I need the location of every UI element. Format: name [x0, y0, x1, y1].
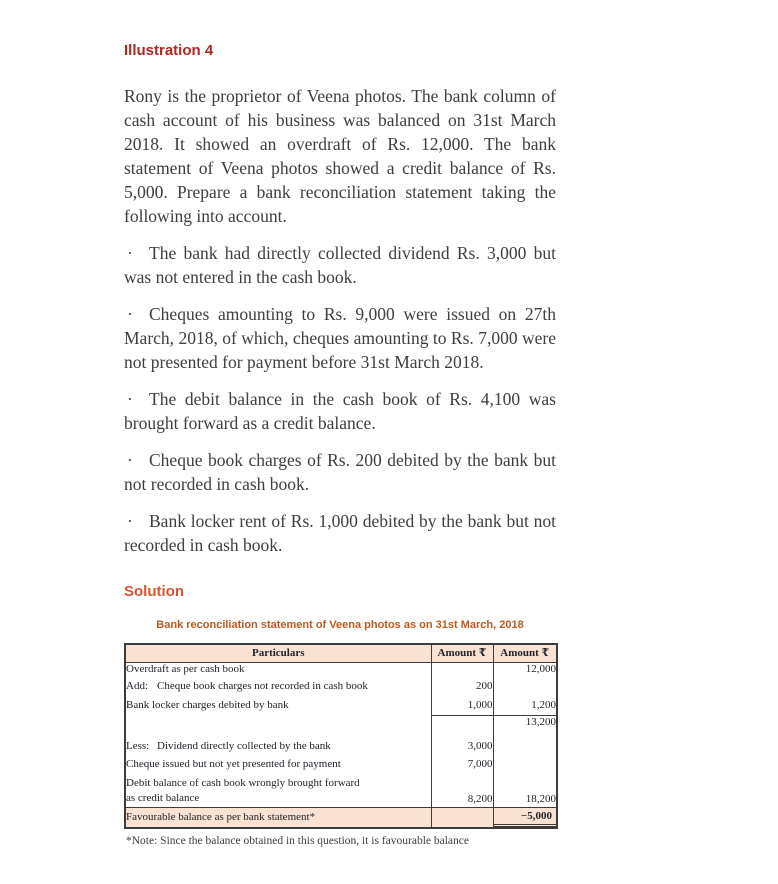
table-title: Bank reconciliation statement of Veena photos as on 31st March, 2018 — [156, 619, 524, 631]
particulars-text: as credit balance — [126, 791, 200, 804]
particulars-cell — [125, 808, 431, 829]
table-row — [125, 699, 557, 716]
illustration-heading: Illustration 4 — [124, 42, 214, 59]
amount2-cell: 1,200 — [493, 699, 557, 716]
bullet-marker: · — [127, 389, 133, 409]
intro-paragraph: Rony is the proprietor of Veena photos. The bank column of cash account of his business was balanced on 31st March 2018. It showed an overdraft of Rs. 12,000. The bank statement of Veena photos showed a credit balance of Rs. 5,000. Prepare a bank reconciliation statement taking the following into account. — [124, 86, 556, 226]
particulars-cell — [125, 716, 431, 731]
amount1-cell: 7,000 — [431, 758, 493, 777]
table-row — [125, 792, 557, 808]
amount2-cell: 13,200 — [493, 716, 557, 731]
bullet-text: Cheques amounting to Rs. 9,000 were issued on 27th March, 2018, of which, cheques amounting to Rs. 7,000 were not presented for payment before 31st March 2018. — [124, 304, 556, 372]
table-row — [125, 716, 557, 731]
particulars-text: Dividend directly collected by the bank — [157, 739, 331, 752]
amount2-cell — [493, 758, 557, 777]
result-row — [125, 808, 557, 829]
amount1-cell — [431, 663, 493, 680]
amount2-cell: 12,000 — [493, 663, 557, 680]
amount1-cell: 1,000 — [431, 699, 493, 716]
amount2-cell — [493, 777, 557, 792]
particulars-text: Overdraft as per cash book — [126, 663, 245, 675]
bullet-marker: · — [127, 243, 133, 263]
bullet-marker: · — [127, 304, 133, 324]
column-header-amount-2: Amount ₹ — [493, 644, 557, 663]
particulars-cell — [125, 699, 431, 716]
particulars-cell — [125, 663, 431, 680]
content-column — [124, 0, 556, 848]
particulars-text: Debit balance of cash book wrongly brought forward — [126, 776, 360, 789]
bullet-item — [124, 302, 556, 374]
particulars-cell — [125, 777, 431, 792]
table-row — [125, 663, 557, 680]
amount1-cell — [431, 777, 493, 792]
bullet-text: Bank locker rent of Rs. 1,000 debited by the bank but not recorded in cash book. — [124, 511, 556, 555]
particulars-cell — [125, 792, 431, 808]
amount2-cell — [493, 680, 557, 699]
amount2-cell — [493, 740, 557, 758]
section-label: Less: — [126, 739, 150, 752]
amount1-cell — [431, 716, 493, 731]
particulars-cell — [125, 758, 431, 777]
bullet-item — [124, 387, 556, 435]
section-label: Add: — [126, 679, 148, 692]
solution-heading: Solution — [124, 583, 184, 600]
bullet-text: The bank had directly collected dividend Rs. 3,000 but was not entered in the cash book. — [124, 243, 556, 287]
particulars-text: Bank locker charges debited by bank — [126, 698, 289, 711]
bullet-item — [124, 241, 556, 289]
particulars-cell — [125, 680, 431, 699]
bullet-marker: · — [127, 511, 133, 531]
amount1-cell: 200 — [431, 680, 493, 699]
amount2-cell — [493, 808, 557, 829]
particulars-text: Cheque book charges not recorded in cash book — [157, 679, 368, 692]
bullet-text: Cheque book charges of Rs. 200 debited by the bank but not recorded in cash book. — [124, 450, 556, 494]
amount1-cell: 3,000 — [431, 740, 493, 758]
particulars-text: Favourable balance as per bank statement* — [126, 811, 316, 823]
footnote: *Note: Since the balance obtained in this question, it is favourable balance — [126, 835, 469, 847]
particulars-cell — [125, 740, 431, 758]
table-header-row — [125, 644, 557, 663]
table-row — [125, 740, 557, 758]
bullet-marker: · — [127, 450, 133, 470]
amount2-cell: 18,200 — [493, 792, 557, 808]
table-row — [125, 758, 557, 777]
bullet-text: The debit balance in the cash book of Rs. 4,100 was brought forward as a credit balance. — [124, 389, 556, 433]
column-header-particulars: Particulars — [125, 644, 431, 663]
particulars-text: Cheque issued but not yet presented for payment — [126, 757, 341, 770]
final-balance-value: −5,000 — [494, 808, 557, 827]
table-row — [125, 777, 557, 792]
spacer-row — [125, 731, 557, 740]
column-header-amount-1: Amount ₹ — [431, 644, 493, 663]
amount1-cell: 8,200 — [431, 792, 493, 808]
reconciliation-table — [124, 643, 558, 829]
table-row — [125, 680, 557, 699]
bullet-item — [124, 509, 556, 557]
bullet-item — [124, 448, 556, 496]
amount1-cell — [431, 808, 493, 829]
